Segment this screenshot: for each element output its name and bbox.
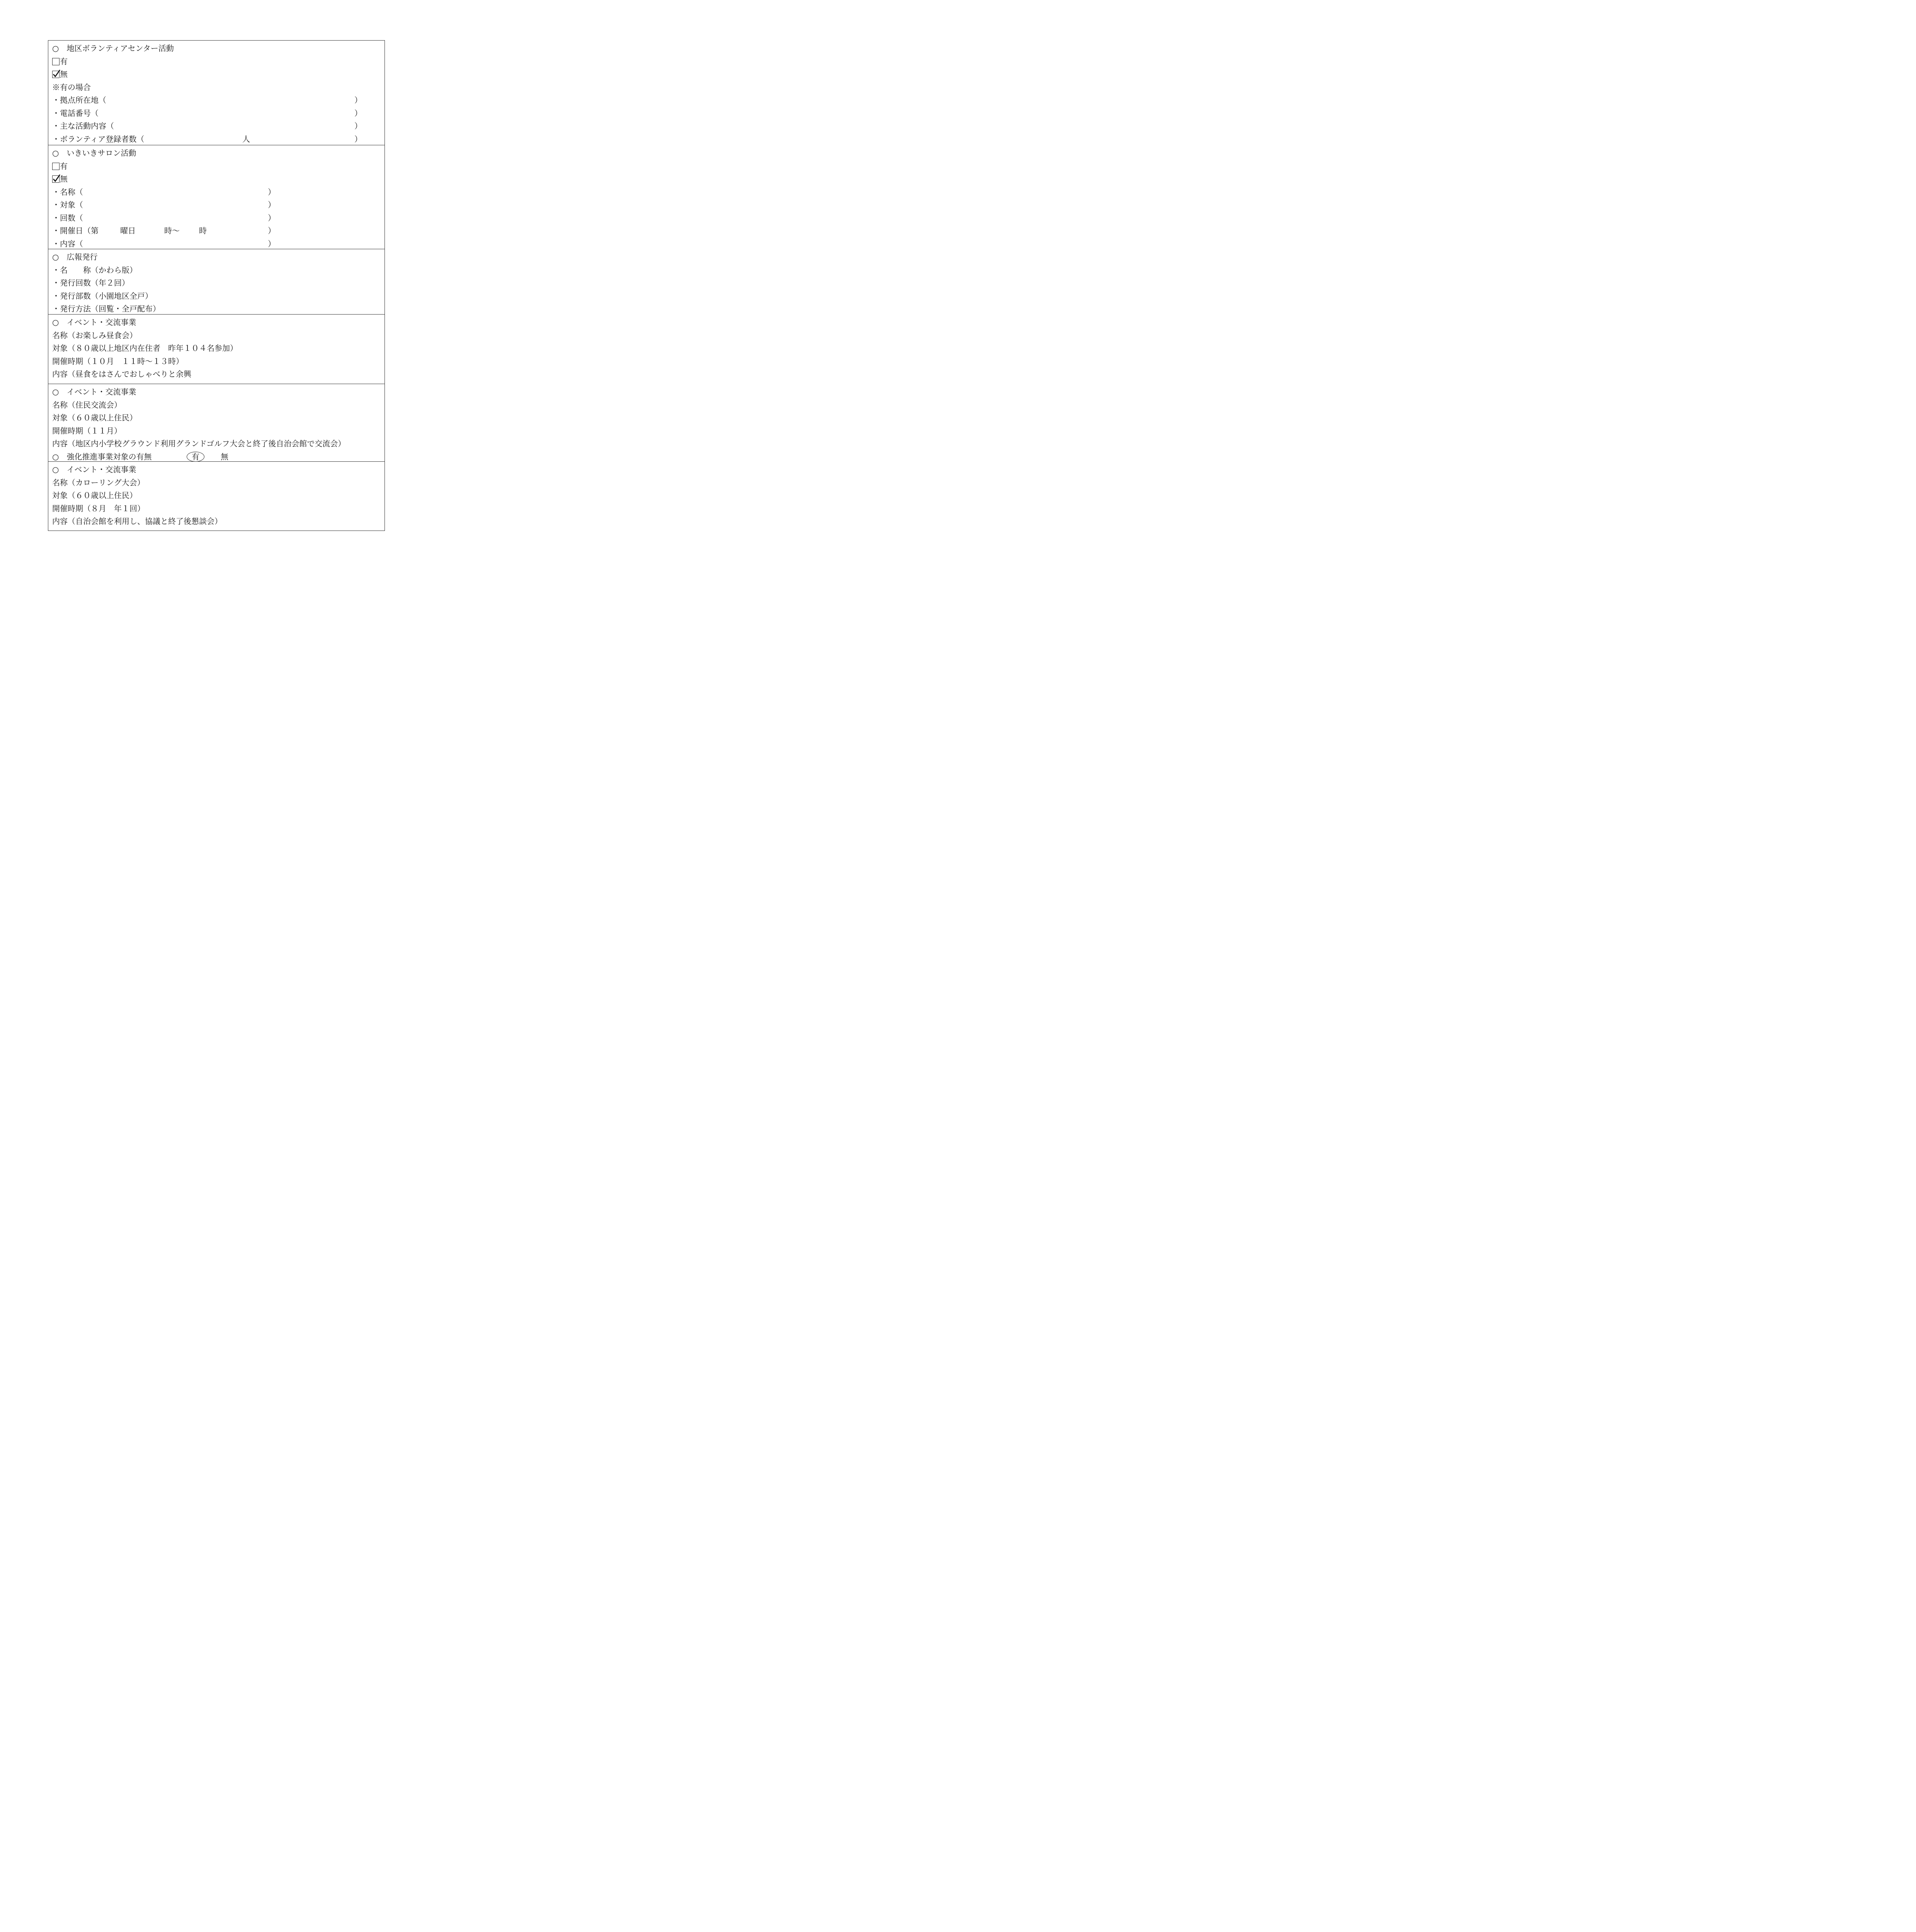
phone-label: ・電話番号（ xyxy=(52,108,99,118)
phone-row xyxy=(52,107,385,120)
base-location-label: ・拠点所在地（ xyxy=(52,95,106,105)
base-location-row xyxy=(52,94,385,107)
priority-no[interactable]: 無 xyxy=(221,452,228,461)
salon-target-label: ・対象（ xyxy=(52,200,83,209)
salon-section xyxy=(48,145,385,249)
close-paren: ） xyxy=(354,95,362,105)
event-content: 内容（地区内小学校グラウンド利用グランドゴルフ大会と終了後自治会館で交流会） xyxy=(52,439,346,448)
pr-method: ・発行方法（回覧・全戸配布） xyxy=(52,304,160,313)
option-no-label: 無 xyxy=(60,70,68,79)
event-name: 名称（お楽しみ昼食会） xyxy=(52,330,137,340)
section-title: ○ 広報発行 xyxy=(52,252,98,262)
pr-name: ・名 称（かわら版） xyxy=(52,265,137,275)
document-page xyxy=(0,0,425,601)
close-paren: ） xyxy=(268,187,276,197)
pr-copies: ・発行部数（小園地区全戸） xyxy=(52,291,153,301)
close-paren: ） xyxy=(354,121,362,131)
activity-form xyxy=(48,40,385,531)
volunteer-center-section xyxy=(48,41,385,145)
event-period: 開催時期（１０月 １１時〜１３時） xyxy=(52,356,184,366)
salon-name-label: ・名称（ xyxy=(52,187,83,197)
close-paren: ） xyxy=(354,108,362,118)
salon-target-row xyxy=(52,199,385,212)
section-title: ○ イベント・交流事業 xyxy=(52,318,136,327)
salon-date-row xyxy=(52,224,385,238)
section-title: ○ 地区ボランティアセンター活動 xyxy=(52,44,174,53)
event-section-2 xyxy=(48,384,385,461)
priority-yes-circled[interactable]: 有 xyxy=(187,451,204,464)
section-title: ○ イベント・交流事業 xyxy=(52,387,136,396)
close-paren: ） xyxy=(268,200,276,209)
close-paren: ） xyxy=(268,226,276,235)
salon-date-weekday: 曜日 xyxy=(120,226,136,235)
close-paren: ） xyxy=(354,134,362,144)
event-period: 開催時期（８月 年１回） xyxy=(52,503,145,513)
registrants-label: ・ボランティア登録者数（ xyxy=(52,134,145,144)
event-content: 内容（昼食をはさんでおしゃべりと余興 xyxy=(52,369,191,379)
salon-date-to: 時 xyxy=(199,226,207,235)
salon-count-row xyxy=(52,212,385,225)
salon-date-from: 時〜 xyxy=(164,226,180,235)
checkbox-unchecked[interactable] xyxy=(52,58,60,65)
pr-section xyxy=(48,249,385,314)
event-section-3 xyxy=(48,461,385,531)
option-no-label: 無 xyxy=(60,174,68,184)
event-target: 対象（６０歳以上住民） xyxy=(52,491,137,500)
salon-count-label: ・回数（ xyxy=(52,213,83,223)
activity-row xyxy=(52,120,385,133)
priority-label: ○ 強化推進事業対象の有無 xyxy=(52,452,152,461)
event-name: 名称（住民交流会） xyxy=(52,400,122,410)
event-target: 対象（８０歳以上地区内在住者 昨年１０４名参加） xyxy=(52,344,238,353)
event-section-1 xyxy=(48,314,385,384)
section-title: ○ いきいきサロン活動 xyxy=(52,148,136,158)
registrants-row xyxy=(52,133,385,146)
close-paren: ） xyxy=(268,239,276,248)
checkbox-checked[interactable] xyxy=(52,175,60,183)
pr-frequency: ・発行回数（年２回） xyxy=(52,278,129,287)
section-title: ○ イベント・交流事業 xyxy=(52,465,136,474)
event-name: 名称（カローリング大会） xyxy=(52,478,145,487)
activity-label: ・主な活動内容（ xyxy=(52,121,114,131)
checkbox-unchecked[interactable] xyxy=(52,163,60,170)
option-yes-label: 有 xyxy=(60,56,68,66)
option-yes xyxy=(52,160,385,173)
salon-date-label: ・開催日（第 xyxy=(52,226,99,235)
note-text: ※有の場合 xyxy=(52,82,91,92)
option-yes-label: 有 xyxy=(60,161,68,171)
option-no xyxy=(52,173,385,186)
salon-content-row xyxy=(52,238,385,251)
checkmark-icon xyxy=(52,69,61,78)
close-paren: ） xyxy=(268,213,276,223)
event-content: 内容（自治会館を利用し、協議と終了後懇談会） xyxy=(52,517,222,526)
salon-content-label: ・内容（ xyxy=(52,239,83,248)
registrants-unit: 人 xyxy=(242,134,250,144)
checkbox-checked[interactable] xyxy=(52,71,60,78)
checkmark-icon xyxy=(52,173,61,183)
option-yes xyxy=(52,55,385,68)
event-target: 対象（６０歳以上住民） xyxy=(52,413,137,422)
salon-name-row xyxy=(52,186,385,199)
option-no xyxy=(52,68,385,81)
event-period: 開催時期（１１月） xyxy=(52,426,122,435)
